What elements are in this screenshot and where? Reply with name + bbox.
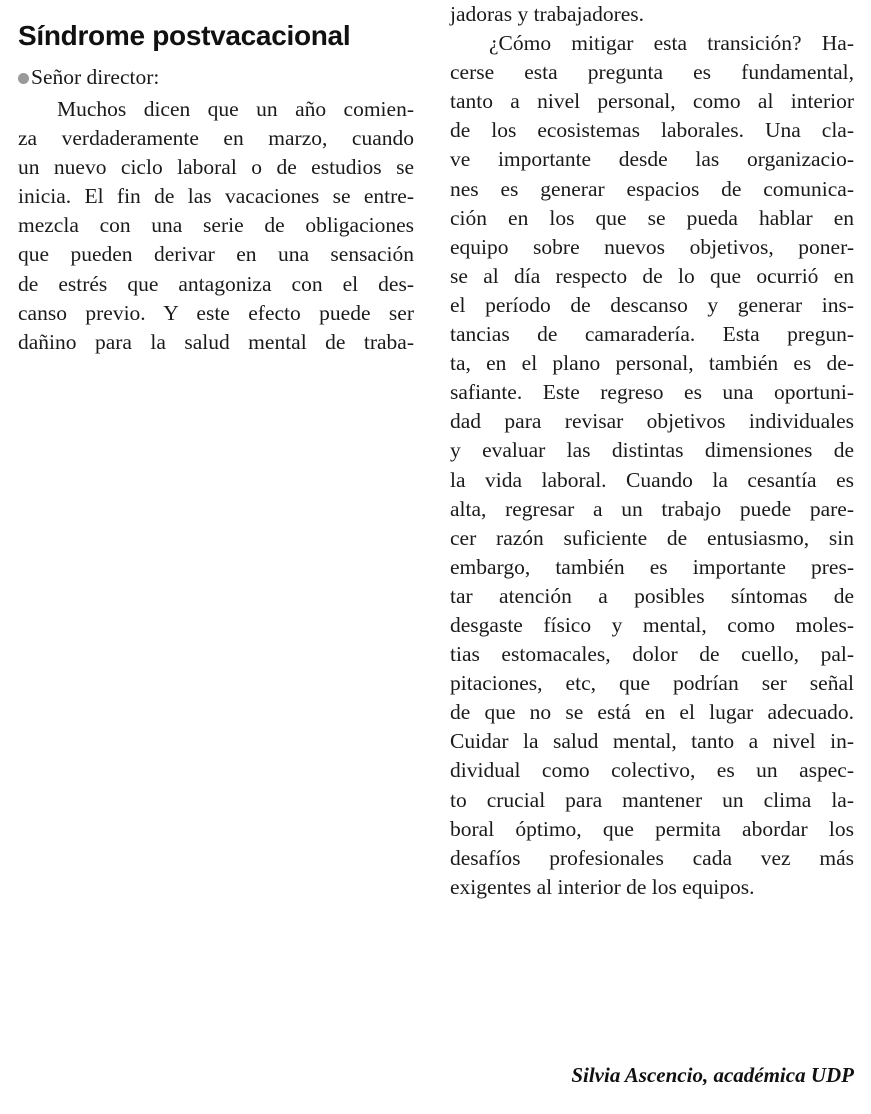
salutation-text: Señor director: [31,65,160,89]
body-line: ¿Cómo mitigar esta transición? Ha- [489,31,854,56]
body-line: desafíos profesionales cada vez más [450,845,854,870]
body-line: canso previo. Y este efecto puede ser [18,300,414,325]
body-line: el período de descanso y generar ins- [450,292,854,317]
body-line: tar atención a posibles síntomas de [450,583,854,608]
body-line: to crucial para mantener un clima la- [450,787,854,812]
body-line: dividual como colectivo, es un aspec- [450,758,854,783]
body-line: cer razón suficiente de entusiasmo, sin [450,525,854,550]
article-headline: Síndrome postvacacional [18,20,351,51]
body-line: tancias de camaradería. Esta pregun- [450,322,854,347]
body-line: Muchos dicen que un año comien- [57,97,414,121]
body-line: y evaluar las distintas dimensiones de [450,438,854,463]
left-column [18,0,414,357]
body-line: cerse esta pregunta es fundamental, [450,60,854,85]
right-column [450,0,854,902]
body-line: de que no se está en el lugar adecuado. [450,700,854,725]
body-line: tias estomacales, dolor de cuello, pal- [450,642,854,667]
body-line: inicia. El fin de las vacaciones se entre- [18,184,414,209]
body-line: que pueden derivar en una sensación [18,242,414,267]
bullet-dot-icon [18,73,29,84]
body-line: jadoras y trabajadores. [450,2,645,26]
body-line: alta, regresar a un trabajo puede pare- [450,496,854,521]
body-line: de los ecosistemas laborales. Una cla- [450,118,854,143]
body-line: za verdaderamente en marzo, cuando [18,126,414,151]
body-line: mezcla con una serie de obligaciones [18,213,414,238]
body-line: un nuevo ciclo laboral o de estudios se [18,155,414,180]
body-line: la vida laboral. Cuando la cesantía es [450,467,854,492]
body-line: de estrés que antagoniza con el des- [18,271,414,296]
body-line: equipo sobre nuevos objetivos, poner- [450,234,854,259]
body-line: dañino para la salud mental de traba- [18,329,414,354]
body-line: safiante. Este regreso es una oportuni- [450,380,854,405]
body-line: dad para revisar objetivos individuales [450,409,854,434]
body-line: ción en los que se pueda hablar en [450,205,854,230]
body-line: embargo, también es importante pres- [450,554,854,579]
body-line: ve importante desde las organizacio- [450,147,854,172]
body-line: boral óptimo, que permita abordar los [450,816,854,841]
body-line: pitaciones, etc, que podrían ser señal [450,671,854,696]
salutation [18,62,414,93]
body-line: se al día respecto de lo que ocurrió en [450,263,854,288]
body-line: Cuidar la salud mental, tanto a nivel in- [450,729,854,754]
body-line: desgaste físico y mental, como moles- [450,612,854,637]
left-body-text [18,95,414,357]
body-line: nes es generar espacios de comunica- [450,176,854,201]
right-body-text [450,0,854,902]
author-signature: Silvia Ascencio, académica UDP [571,1063,854,1087]
body-line: exigentes al interior de los equipos. [450,874,755,899]
body-line: tanto a nivel personal, como al interior [450,89,854,114]
body-line: ta, en el plano personal, también es de- [450,351,854,376]
